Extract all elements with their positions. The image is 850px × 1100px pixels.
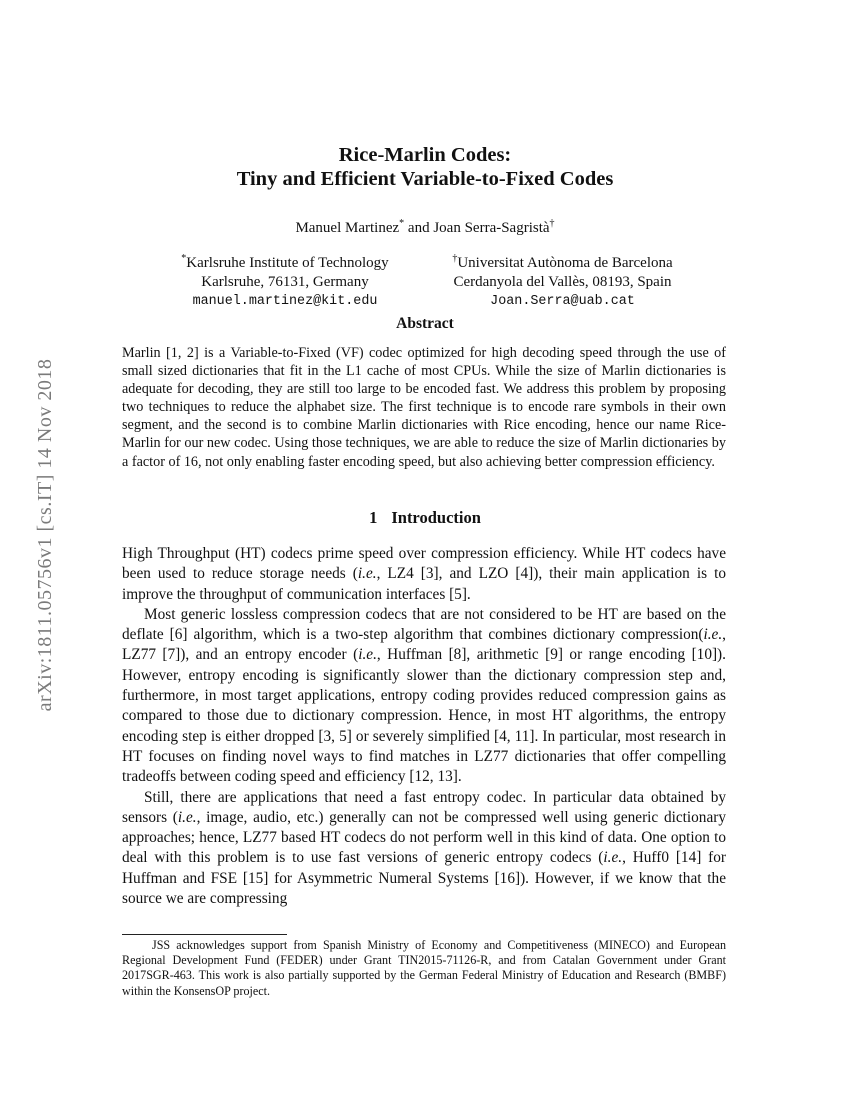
affiliation-kit [170, 249, 400, 311]
footnote-divider [122, 934, 287, 935]
author-name: Joan Serra-Sagristà [433, 220, 550, 236]
introduction-body [122, 544, 726, 909]
section-heading-introduction [0, 508, 850, 528]
paragraph: Still, there are applications that need a fast entropy codec. In particular data obtained by sensors (i.e., image, audio, etc.) generally can not be compressed well using generic dictionary approaches; hence, LZ77 based HT codecs do not perform well in this kind of data. One option to deal with this problem is to use fast versions of generic entropy codecs (i.e., Huff0 [14] for Huffman and FSE [15] for Asymmetric Numeral Systems [16]). However, if we know that the source we are compressing [122, 788, 726, 908]
affiliation-address: Karlsruhe, 76131, Germany [201, 274, 369, 290]
author-email-link[interactable]: manuel.martinez@kit.edu [192, 294, 378, 309]
author-name: Manuel Martinez [295, 220, 400, 236]
paragraph: Most generic lossless compression codecs that are not considered to be HT are based on the deflate [6] algorithm, which is a two-step algorithm that combines dictionary compression(i.e., LZ77 [7]), and an entropy encoder (i.e., Huffman [8], arithmetic [9] or range encoding [10]). However, entropy encoding is significantly slower than the dictionary compression step and, furthermore, in most target applications, entropy coding provides reduced compression gains as compared to those due to dictionary compression. Hence, in most HT algorithms, the entropy encoding step is either dropped [3, 5] or severely simplified [4, 11]. In particular, most research in HT focuses on finding novel ways to find matches in LZ77 dictionaries that offer compelling tradeoffs between coding speed and efficiency [12, 13]. [122, 605, 726, 786]
section-title: Introduction [391, 508, 481, 527]
affiliation-institution: Karlsruhe Institute of Technology [186, 255, 389, 271]
author-email-link[interactable]: Joan.Serra@uab.cat [490, 294, 635, 309]
affiliation-mark: * [181, 253, 187, 264]
affiliation-uab [430, 249, 695, 311]
affiliation-address: Cerdanyola del Vallès, 08193, Spain [453, 274, 672, 290]
abstract-heading: Abstract [396, 315, 454, 332]
affiliation-institution: Universitat Autònoma de Barcelona [457, 255, 673, 271]
section-number: 1 [369, 508, 378, 527]
paper-title-line-1: Rice-Marlin Codes: [338, 144, 512, 166]
author-joiner: and [404, 220, 434, 236]
footnote-acknowledgement: JSS acknowledges support from Spanish Ministry of Economy and Competitiveness (MINECO) and European Regional Development Fund (FEDER) under Grant TIN2015-71126-R, and from Catalan Government under Grant 2017SGR-463. This work is also partially supported by the German Federal Ministry of Education and Research (BMBF) within the KonsensOP project. [122, 938, 726, 998]
affiliation-mark: † [549, 218, 555, 229]
affiliation-mark: * [399, 218, 405, 229]
paper-title-line-2: Tiny and Efficient Variable-to-Fixed Codes [236, 168, 614, 190]
abstract-text: Marlin [1, 2] is a Variable-to-Fixed (VF) codec optimized for high decoding speed through the use of small sized dictionaries that fit in the L1 cache of most CPUs. While the size of Marlin dictionaries is adequate for decoding, they are still too large to be encoded fast. We address this problem by proposing two techniques to reduce the alphabet size. The first technique is to encode rare symbols in their own segment, and the second is to combine Marlin dictionaries with Rice encoding, hence our name Rice-Marlin for our new codec. Using those techniques, we are able to reduce the size of Marlin dictionaries by a factor of 16, not only enabling faster encoding speed, but also achieving better compression efficiency. [122, 345, 726, 470]
arxiv-identifier-stamp: arXiv:1811.05756v1 [cs.IT] 14 Nov 2018 [34, 358, 56, 712]
paragraph: High Throughput (HT) codecs prime speed over compression efficiency. While HT codecs have been used to reduce storage needs (i.e., LZ4 [3], and LZO [4]), their main application is to improve the throughput of communication interfaces [5]. [122, 545, 726, 603]
author-list [0, 218, 850, 237]
affiliation-mark: † [452, 253, 458, 264]
